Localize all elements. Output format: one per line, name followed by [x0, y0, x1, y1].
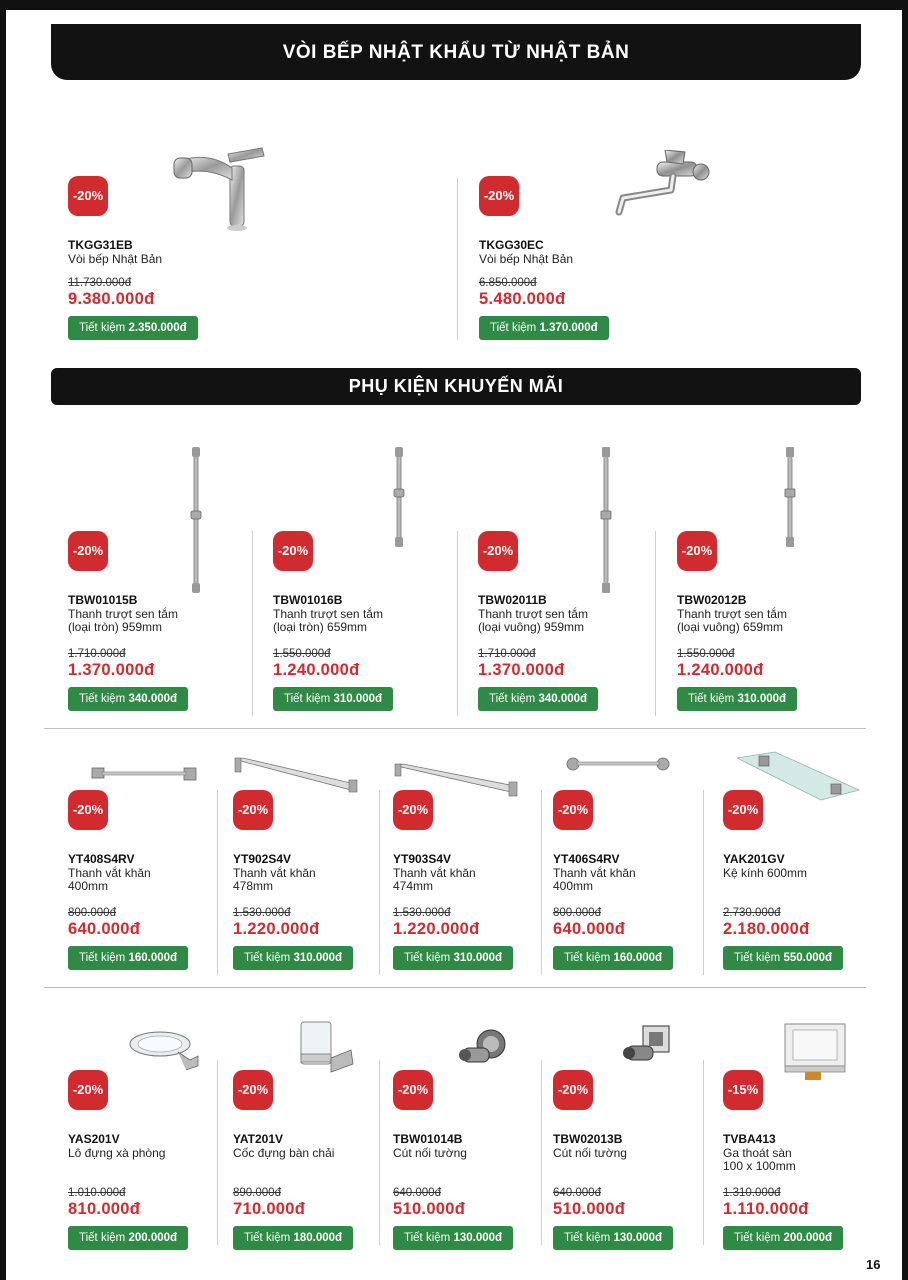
product-card[interactable]	[478, 445, 648, 705]
savings-label: Tiết kiệm	[404, 952, 451, 964]
savings-amount: 200.000đ	[783, 1232, 833, 1244]
product-card[interactable]	[68, 750, 238, 964]
sale-price: 1.370.000đ	[68, 661, 155, 679]
savings-badge	[233, 946, 353, 970]
savings-badge	[553, 1226, 673, 1250]
product-sku: TBW02011B	[478, 593, 547, 607]
sale-price: 510.000đ	[393, 1200, 466, 1218]
sale-price: 640.000đ	[68, 920, 141, 938]
sale-price: 2.180.000đ	[723, 920, 810, 938]
savings-amount: 180.000đ	[293, 1232, 343, 1244]
original-price: 2.730.000đ	[723, 907, 781, 919]
original-price: 800.000đ	[68, 907, 116, 919]
sale-price: 810.000đ	[68, 1200, 141, 1218]
savings-label: Tiết kiệm	[734, 1232, 781, 1244]
savings-label: Tiết kiệm	[79, 1232, 126, 1244]
original-price: 800.000đ	[553, 907, 601, 919]
savings-label: Tiết kiệm	[284, 693, 331, 705]
sale-price: 640.000đ	[553, 920, 626, 938]
kitchen-faucet-banner: VÒI BẾP NHẬT KHẨU TỪ NHẬT BẢN	[51, 24, 861, 80]
sale-price: 1.220.000đ	[393, 920, 480, 938]
product-card[interactable]	[553, 750, 723, 964]
discount-badge: -20%	[68, 176, 108, 216]
towel-bar-round-icon	[565, 756, 671, 772]
product-description: Thanh trượt sen tắm (loại tròn) 959mm	[68, 607, 178, 634]
product-sku: YT406S4RV	[553, 852, 620, 866]
savings-amount: 200.000đ	[128, 1232, 178, 1244]
original-price: 1.530.000đ	[233, 907, 291, 919]
product-sku: TBW01014B	[393, 1132, 463, 1146]
towel-bar-square-icon	[90, 764, 198, 784]
product-description: Cút nối tường	[393, 1146, 467, 1160]
wall-kitchen-faucet-icon	[609, 150, 719, 230]
discount-badge: -20%	[723, 790, 763, 830]
product-sku: TVBA413	[723, 1132, 776, 1146]
sale-price: 1.220.000đ	[233, 920, 320, 938]
discount-badge: -20%	[677, 531, 717, 571]
page-number: 16	[866, 1257, 881, 1272]
savings-badge	[723, 946, 843, 970]
original-price: 1.010.000đ	[68, 1187, 126, 1199]
discount-badge: -20%	[553, 790, 593, 830]
savings-badge	[479, 316, 609, 340]
savings-badge	[68, 1226, 188, 1250]
product-card[interactable]	[68, 1020, 238, 1244]
product-sku: TBW02012B	[677, 593, 747, 607]
savings-amount: 310.000đ	[293, 952, 343, 964]
catalog-page	[6, 10, 902, 1280]
savings-amount: 160.000đ	[613, 952, 663, 964]
product-description: Thanh vắt khăn 400mm	[68, 866, 151, 893]
product-sku: YAT201V	[233, 1132, 284, 1146]
slide-bar-long-icon	[188, 445, 204, 595]
product-description: Lô đựng xà phòng	[68, 1146, 166, 1160]
tumbler-holder-icon	[295, 1020, 357, 1080]
savings-label: Tiết kiệm	[490, 322, 537, 334]
divider	[252, 531, 253, 716]
original-price: 640.000đ	[553, 1187, 601, 1199]
slide-bar-short-icon	[782, 445, 798, 550]
savings-amount: 160.000đ	[128, 952, 178, 964]
savings-amount: 310.000đ	[453, 952, 503, 964]
product-card[interactable]	[233, 1020, 403, 1244]
discount-badge: -20%	[68, 790, 108, 830]
slide-bar-long-icon	[598, 445, 614, 595]
product-description: Ga thoát sàn 100 x 100mm	[723, 1146, 796, 1173]
product-description: Thanh trượt sen tắm (loại vuông) 959mm	[478, 607, 588, 634]
savings-badge	[273, 687, 393, 711]
divider	[457, 178, 458, 340]
product-card[interactable]	[393, 750, 563, 964]
slide-bar-short-icon	[391, 445, 407, 550]
product-description: Thanh vắt khăn 474mm	[393, 866, 476, 893]
discount-badge: -20%	[233, 1070, 273, 1110]
original-price: 6.850.000đ	[479, 277, 537, 289]
discount-badge: -15%	[723, 1070, 763, 1110]
savings-label: Tiết kiệm	[244, 952, 291, 964]
product-card[interactable]	[553, 1020, 723, 1244]
savings-badge	[677, 687, 797, 711]
savings-label: Tiết kiệm	[734, 952, 781, 964]
savings-amount: 550.000đ	[783, 952, 833, 964]
product-sku: TBW01016B	[273, 593, 343, 607]
sale-price: 1.240.000đ	[677, 661, 764, 679]
savings-label: Tiết kiệm	[79, 952, 126, 964]
savings-label: Tiết kiệm	[489, 693, 536, 705]
product-description: Thanh trượt sen tắm (loại tròn) 659mm	[273, 607, 383, 634]
sale-price: 9.380.000đ	[68, 290, 155, 308]
product-description: Cút nối tường	[553, 1146, 627, 1160]
original-price: 1.310.000đ	[723, 1187, 781, 1199]
product-card[interactable]	[233, 750, 403, 964]
divider	[457, 531, 458, 716]
product-sku: TBW01015B	[68, 593, 138, 607]
savings-amount: 310.000đ	[737, 693, 787, 705]
savings-amount: 130.000đ	[453, 1232, 503, 1244]
savings-label: Tiết kiệm	[564, 1232, 611, 1244]
product-description: Kệ kính 600mm	[723, 866, 808, 880]
savings-label: Tiết kiệm	[564, 952, 611, 964]
original-price: 890.000đ	[233, 1187, 281, 1199]
product-card[interactable]	[273, 445, 443, 705]
savings-badge	[393, 946, 513, 970]
sale-price: 1.110.000đ	[723, 1200, 809, 1218]
divider	[655, 531, 656, 716]
product-card[interactable]	[723, 1020, 893, 1244]
product-sku: TKGG30EC	[479, 238, 544, 252]
discount-badge: -20%	[393, 790, 433, 830]
discount-badge: -20%	[68, 1070, 108, 1110]
sale-price: 1.370.000đ	[478, 661, 565, 679]
row-separator	[44, 987, 866, 988]
savings-badge	[68, 946, 188, 970]
sale-price: 510.000đ	[553, 1200, 626, 1218]
discount-badge: -20%	[68, 531, 108, 571]
soap-dish-icon	[126, 1026, 202, 1074]
product-sku: TBW02013B	[553, 1132, 623, 1146]
towel-bar-flat-icon	[233, 754, 359, 794]
sale-price: 5.480.000đ	[479, 290, 566, 308]
product-card[interactable]	[393, 1020, 563, 1244]
product-description: Thanh vắt khăn 400mm	[553, 866, 636, 893]
sale-price: 710.000đ	[233, 1200, 306, 1218]
product-sku: YT902S4V	[233, 852, 292, 866]
product-card[interactable]	[68, 140, 238, 350]
original-price: 1.550.000đ	[677, 648, 735, 660]
savings-amount: 340.000đ	[128, 693, 178, 705]
savings-amount: 310.000đ	[333, 693, 383, 705]
savings-label: Tiết kiệm	[79, 322, 126, 334]
original-price: 1.550.000đ	[273, 648, 331, 660]
original-price: 1.530.000đ	[393, 907, 451, 919]
product-description: Thanh trượt sen tắm (loại vuông) 659mm	[677, 607, 787, 634]
original-price: 1.710.000đ	[478, 648, 536, 660]
wall-outlet-round-icon	[457, 1028, 509, 1072]
savings-label: Tiết kiệm	[688, 693, 735, 705]
product-card[interactable]	[68, 445, 238, 705]
discount-badge: -20%	[273, 531, 313, 571]
savings-badge	[233, 1226, 353, 1250]
discount-badge: -20%	[479, 176, 519, 216]
product-description: Vòi bếp Nhật Bản	[479, 252, 574, 266]
original-price: 1.710.000đ	[68, 648, 126, 660]
accessories-banner: PHỤ KIỆN KHUYẾN MÃI	[51, 368, 861, 405]
product-sku: YAS201V	[68, 1132, 120, 1146]
product-description: Cốc đựng bàn chải	[233, 1146, 335, 1160]
savings-amount: 2.350.000đ	[128, 322, 187, 334]
discount-badge: -20%	[553, 1070, 593, 1110]
savings-amount: 340.000đ	[538, 693, 588, 705]
savings-label: Tiết kiệm	[404, 1232, 451, 1244]
savings-badge	[478, 687, 598, 711]
discount-badge: -20%	[233, 790, 273, 830]
savings-badge	[68, 316, 198, 340]
savings-amount: 130.000đ	[613, 1232, 663, 1244]
product-description: Vòi bếp Nhật Bản	[68, 252, 163, 266]
wall-outlet-square-icon	[621, 1024, 673, 1072]
sale-price: 1.240.000đ	[273, 661, 360, 679]
product-card[interactable]	[479, 140, 649, 350]
row-separator	[44, 728, 866, 729]
original-price: 11.730.000đ	[68, 277, 132, 289]
product-sku: YAK201GV	[723, 852, 785, 866]
savings-badge	[68, 687, 188, 711]
discount-badge: -20%	[478, 531, 518, 571]
discount-badge: -20%	[393, 1070, 433, 1110]
original-price: 640.000đ	[393, 1187, 441, 1199]
pull-out-kitchen-faucet-icon	[170, 144, 280, 234]
product-sku: YT408S4RV	[68, 852, 135, 866]
savings-badge	[553, 946, 673, 970]
savings-amount: 1.370.000đ	[539, 322, 598, 334]
product-card[interactable]	[677, 445, 847, 705]
product-description: Thanh vắt khăn 478mm	[233, 866, 316, 893]
savings-badge	[393, 1226, 513, 1250]
floor-drain-icon	[781, 1022, 853, 1082]
savings-label: Tiết kiệm	[79, 693, 126, 705]
product-card[interactable]	[723, 750, 893, 964]
savings-badge	[723, 1226, 843, 1250]
savings-label: Tiết kiệm	[244, 1232, 291, 1244]
product-sku: YT903S4V	[393, 852, 452, 866]
product-sku: TKGG31EB	[68, 238, 133, 252]
